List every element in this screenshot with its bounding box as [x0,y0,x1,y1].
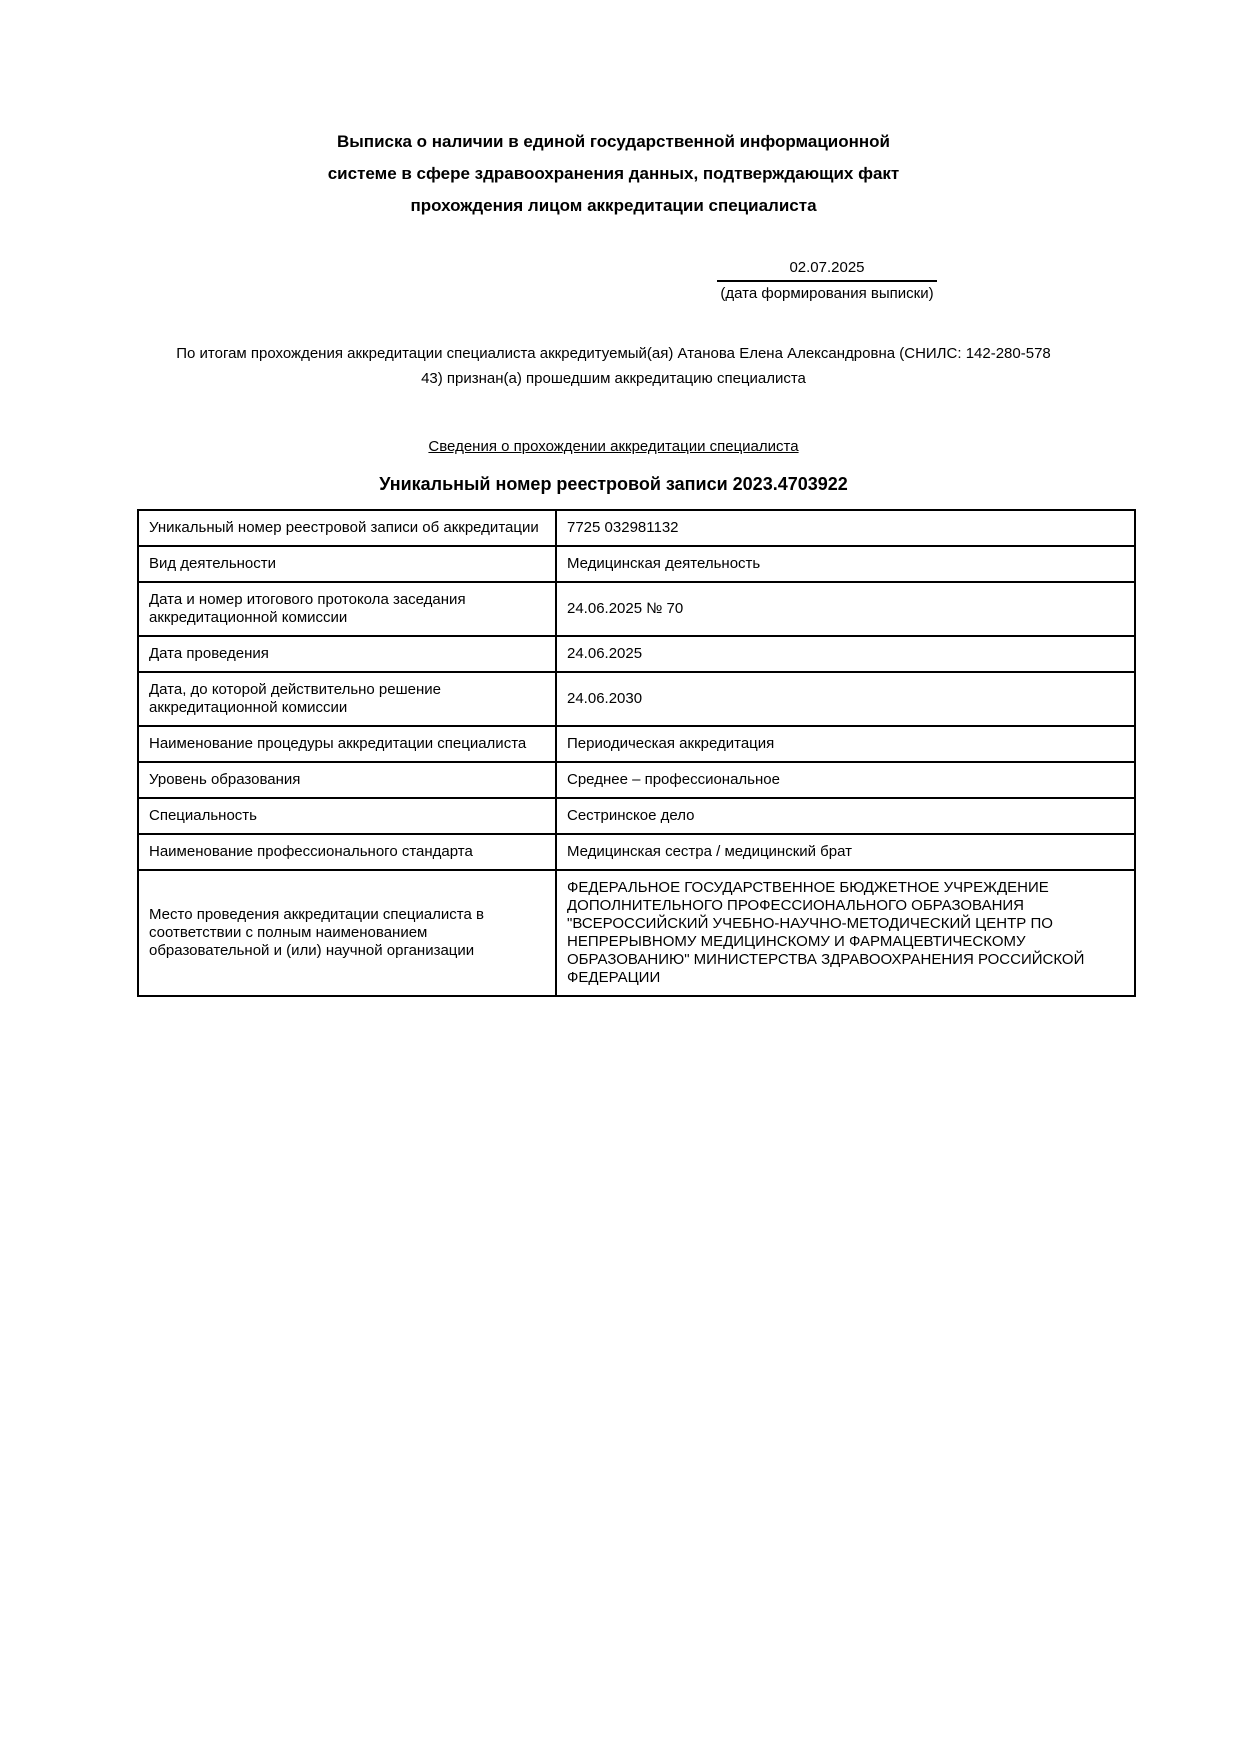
issue-date-value: 02.07.2025 [717,258,937,282]
row-value: ФЕДЕРАЛЬНОЕ ГОСУДАРСТВЕННОЕ БЮДЖЕТНОЕ УЧРЕЖДЕНИЕ ДОПОЛНИТЕЛЬНОГО ПРОФЕССИОНАЛЬНОГО ОБРАЗОВАНИЯ "ВСЕРОССИЙСКИЙ УЧЕБНО-НАУЧНО-МЕТОДИЧЕСКИЙ ЦЕНТР ПО НЕПРЕРЫВНОМУ МЕДИЦИНСКОМУ И ФАРМАЦЕВТИЧЕСКОМУ ОБРАЗОВАНИЮ" МИНИСТЕРСТВА ЗДРАВООХРАНЕНИЯ РОССИЙСКОЙ ФЕДЕРАЦИИ [556,870,1135,996]
page-title-line-2: системе в сфере здравоохранения данных, подтверждающих факт [327,164,900,183]
table-row [138,870,1135,996]
table-row [138,636,1135,672]
table-row [138,510,1135,546]
issue-date-caption: (дата формирования выписки) [720,285,934,302]
row-label: Вид деятельности [138,546,556,582]
page-title [137,126,1090,222]
issue-date-block [717,258,937,303]
table-row [138,546,1135,582]
row-value: 7725 032981132 [556,510,1135,546]
row-label: Уникальный номер реестровой записи об аккредитации [138,510,556,546]
row-label: Специальность [138,798,556,834]
intro-line-2: 43) признан(а) прошедшим аккредитацию специалиста [421,370,806,387]
row-label: Наименование процедуры аккредитации специалиста [138,726,556,762]
row-label: Дата проведения [138,636,556,672]
row-value: Медицинская сестра / медицинский брат [556,834,1135,870]
row-value: Периодическая аккредитация [556,726,1135,762]
table-row [138,762,1135,798]
table-row [138,798,1135,834]
intro-line-1: По итогам прохождения аккредитации специалиста аккредитуемый(ая) Атанова Елена Александровна (СНИЛС: 142-280-578 [176,345,1051,362]
page-title-line-3: прохождения лицом аккредитации специалиста [410,196,817,215]
section-heading: Сведения о прохождении аккредитации специалиста [428,438,799,455]
row-label: Наименование профессионального стандарта [138,834,556,870]
row-value: Медицинская деятельность [556,546,1135,582]
row-label: Дата, до которой действительно решение аккредитационной комиссии [138,672,556,726]
table-row [138,834,1135,870]
table-row [138,726,1135,762]
row-value: 24.06.2030 [556,672,1135,726]
table-row [138,582,1135,636]
row-label: Дата и номер итогового протокола заседания аккредитационной комиссии [138,582,556,636]
intro-paragraph [137,341,1090,391]
accreditation-table [137,509,1136,997]
row-label: Уровень образования [138,762,556,798]
page-title-line-1: Выписка о наличии в единой государственной информационной [337,132,890,151]
row-value: Сестринское дело [556,798,1135,834]
table-row [138,672,1135,726]
row-value: 24.06.2025 № 70 [556,582,1135,636]
registry-number-heading: Уникальный номер реестровой записи 2023.4703922 [379,474,848,494]
row-value: 24.06.2025 [556,636,1135,672]
row-value: Среднее – профессиональное [556,762,1135,798]
row-label: Место проведения аккредитации специалиста в соответствии с полным наименованием образовательной и (или) научной организации [138,870,556,996]
